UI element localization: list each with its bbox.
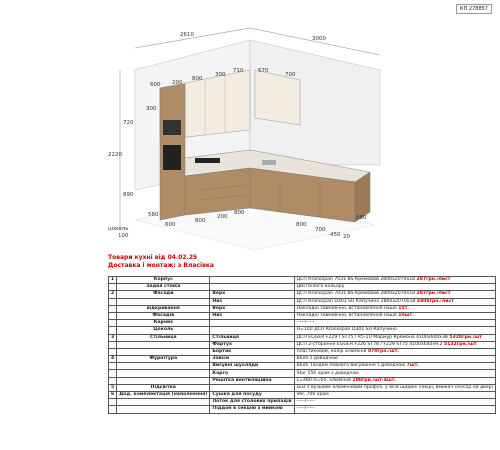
price-highlight: 15т.: [398, 305, 410, 311]
table-row: [109, 320, 496, 327]
cell-value: [294, 363, 495, 370]
table-row: [109, 334, 496, 341]
cell-value-text: Накладні завмовчно, встановлення наше: [296, 313, 399, 319]
table-row: [109, 298, 496, 305]
cell-c: відкривання: [117, 305, 210, 312]
cell-s: Верх: [210, 305, 294, 312]
price-highlight: 870грн./шт.: [367, 348, 400, 354]
cell-s: [210, 284, 294, 291]
document-code: КП 278857: [456, 4, 492, 14]
table-row: [109, 392, 496, 399]
cell-n: [109, 363, 117, 370]
cell-value: [294, 399, 495, 406]
cell-c: Карниз: [117, 320, 210, 327]
cell-c: [117, 399, 210, 406]
cell-n: 2: [109, 291, 117, 298]
cell-s: Верх: [210, 291, 294, 298]
cell-c: [117, 348, 210, 355]
cell-value-text: Star 150 хром з доводчою: [296, 370, 360, 376]
cell-c: Підсвітка: [117, 384, 210, 391]
cell-c: Фасадів: [117, 312, 210, 319]
cell-value: [294, 377, 495, 384]
cell-c: [117, 377, 210, 384]
price-highlight: 5132грн./шт: [443, 341, 477, 347]
cell-c: Фурнітура: [117, 356, 210, 363]
dim-h300: 300: [146, 106, 157, 112]
cell-c: [117, 341, 210, 348]
price-highlight: 287грн./лист: [416, 291, 451, 297]
cell-value-text: -----/-----: [296, 320, 315, 326]
dim-top-right: 3000: [312, 36, 326, 42]
table-row: [109, 327, 496, 334]
cell-value-text: Blum з доводчою: [296, 356, 338, 362]
cell-value: [294, 312, 495, 319]
title-line-2: Доставка і монтаж: з Власівка: [108, 262, 214, 269]
cell-value-text: -----/-----: [296, 399, 315, 405]
table-row: [109, 341, 496, 348]
price-highlight: 5328грн./шт: [449, 334, 482, 340]
table-row: [109, 284, 496, 291]
cell-s: [210, 384, 294, 391]
cell-n: 4: [109, 356, 117, 363]
table-row: [109, 312, 496, 319]
dim-lower-0: 580: [148, 212, 159, 218]
cell-value: [294, 298, 495, 305]
cell-c: Дод. комплектація (наполнення): [117, 392, 210, 399]
dim-upper-4: 710: [233, 68, 244, 74]
cell-c: Стільниця: [117, 334, 210, 341]
cell-n: [109, 399, 117, 406]
dim-upper-5: 570: [258, 68, 269, 74]
cell-s: Бортик: [210, 348, 294, 355]
cell-s: Низ: [210, 312, 294, 319]
cell-c: Фасади: [117, 291, 210, 298]
cell-c: [117, 363, 210, 370]
spec-table: [108, 276, 496, 414]
cell-value-text: LED з вузьким алюмінієвим профілі, у всій ширині секції, вмикач сенсор на двері: [296, 384, 493, 390]
title-line-1: Товари кухні від 04.02.25: [108, 254, 198, 261]
price-highlight: 287грн./лист: [416, 277, 451, 283]
dim-h890: 890: [123, 192, 134, 198]
cooktop-icon: [195, 158, 220, 163]
cell-s: Сушка для посуду: [210, 392, 294, 399]
cell-s: Фартух: [210, 341, 294, 348]
cell-value: [294, 370, 495, 377]
cell-value: [294, 334, 495, 341]
table-row: [109, 370, 496, 377]
dim-lower-r4: 580: [356, 215, 367, 221]
dim-lower-r0: 800: [296, 222, 307, 228]
dim-lower-4: 800: [234, 210, 245, 216]
cell-s: Карго: [210, 370, 294, 377]
price-highlight: 10шт.: [398, 313, 414, 319]
plinth-value: 100: [118, 233, 129, 239]
cell-n: [109, 305, 117, 312]
cell-value: [294, 291, 495, 298]
cell-s: Піддон в секцію з мийкою: [210, 406, 294, 413]
cell-value-text: Накладні завмовчно, встановлення наше: [296, 305, 399, 311]
dim-lower-2: 800: [195, 218, 206, 224]
dim-lower-1: 600: [165, 222, 176, 228]
cell-n: 1: [109, 277, 117, 284]
table-row: [109, 399, 496, 406]
cell-s: [210, 320, 294, 327]
cell-n: 3: [109, 334, 117, 341]
table-row: [109, 356, 496, 363]
cell-value: [294, 406, 495, 413]
dim-lower-r2: 450: [330, 232, 341, 238]
dim-upper-0: 600: [150, 82, 161, 88]
cell-value: [294, 348, 495, 355]
cell-c: Цоколь: [117, 327, 210, 334]
dim-lower-r1: 700: [315, 227, 326, 233]
dim-upper-1: 200: [172, 80, 183, 86]
price-highlight: 100грн./шт-4шт.: [352, 377, 397, 383]
cell-value-text: Н=100 ДСП Кronospan D301 SU Капучино: [296, 327, 397, 333]
dim-upper-6: 700: [285, 72, 296, 78]
document-title: [108, 254, 214, 270]
table-row: [109, 406, 496, 413]
price-highlight: 3408грн./лист: [416, 298, 454, 304]
cell-n: [109, 320, 117, 327]
cell-value-text: Blum Тандем повного висування з доводчою: [296, 363, 407, 369]
cell-value: [294, 356, 495, 363]
cell-s: Лоток для столових приладів: [210, 399, 294, 406]
dim-h720: 720: [123, 120, 134, 126]
cell-s: [210, 277, 294, 284]
cell-value-text: ДСП Кronospan D301 SU Капучино 2800х2070х18: [296, 298, 417, 304]
cell-value: [294, 384, 495, 391]
table-row: [109, 305, 496, 312]
cell-n: [109, 298, 117, 305]
cell-n: [109, 348, 117, 355]
cell-value: [294, 284, 495, 291]
cell-value: [294, 320, 495, 327]
cell-n: [109, 406, 117, 413]
table-row: [109, 384, 496, 391]
cell-value-text: Ver. 700 хром: [296, 392, 329, 398]
dim-upper-2: 800: [192, 76, 203, 82]
cell-value: [294, 305, 495, 312]
cell-c: [117, 298, 210, 305]
cell-value: [294, 341, 495, 348]
cell-n: [109, 341, 117, 348]
sink-icon: [262, 160, 276, 165]
cell-n: 6: [109, 392, 117, 399]
cell-value-text: пластиковий, колір алюміній: [296, 348, 368, 354]
cell-c: [117, 406, 210, 413]
cell-s: Решітка вентиляційна: [210, 377, 294, 384]
price-highlight: 7шт.: [406, 363, 420, 369]
table-row: [109, 377, 496, 384]
cell-n: 5: [109, 384, 117, 391]
cell-n: [109, 284, 117, 291]
cell-value: [294, 392, 495, 399]
cell-value: [294, 277, 495, 284]
cell-n: [109, 327, 117, 334]
oven-icon: [163, 145, 181, 170]
cell-value-text: ДСП Кronospan 7031 BS Кремовий 2800х2070х18: [296, 291, 417, 297]
cell-value-text: -----/-----: [296, 406, 315, 412]
dim-height-total: 2220: [108, 152, 122, 158]
cell-n: [109, 312, 117, 319]
cell-s: Низ: [210, 298, 294, 305]
cell-s: Стільниця: [210, 334, 294, 341]
cell-value: [294, 327, 495, 334]
table-row: [109, 291, 496, 298]
cell-s: [210, 327, 294, 334]
cell-value-text: ДСП EGGER F229 / ST75 / R5-1U Мармур Кремона 4100х600х38: [296, 334, 450, 340]
cell-n: [109, 370, 117, 377]
table-row: [109, 277, 496, 284]
cell-s: Завіси: [210, 356, 294, 363]
table-row: [109, 363, 496, 370]
cell-c: Корпус: [117, 277, 210, 284]
dim-lower-r3: 20: [343, 234, 350, 240]
dim-top-left: 2610: [180, 32, 194, 38]
cell-value-text: ДВП білого кольору: [296, 284, 345, 290]
cell-value-text: ДСП 2-сторонне EGGER F226 ST78 / F229 ST75 4100х640х9,2: [296, 341, 444, 347]
cell-s: Висувні шухляди: [210, 363, 294, 370]
microwave-icon: [163, 120, 181, 135]
dim-upper-3: 300: [215, 72, 226, 78]
cell-value-text: L=480 H=60, алюміній: [296, 377, 353, 383]
dim-lower-3: 200: [217, 214, 228, 220]
plinth-label: цоколь: [108, 226, 129, 232]
cell-c: Задня стінка: [117, 284, 210, 291]
cell-value-text: ДСП Кronospan 7031 BS Кремовий 2800х2070х18: [296, 277, 417, 283]
table-row: [109, 348, 496, 355]
cell-c: [117, 370, 210, 377]
cell-n: [109, 377, 117, 384]
